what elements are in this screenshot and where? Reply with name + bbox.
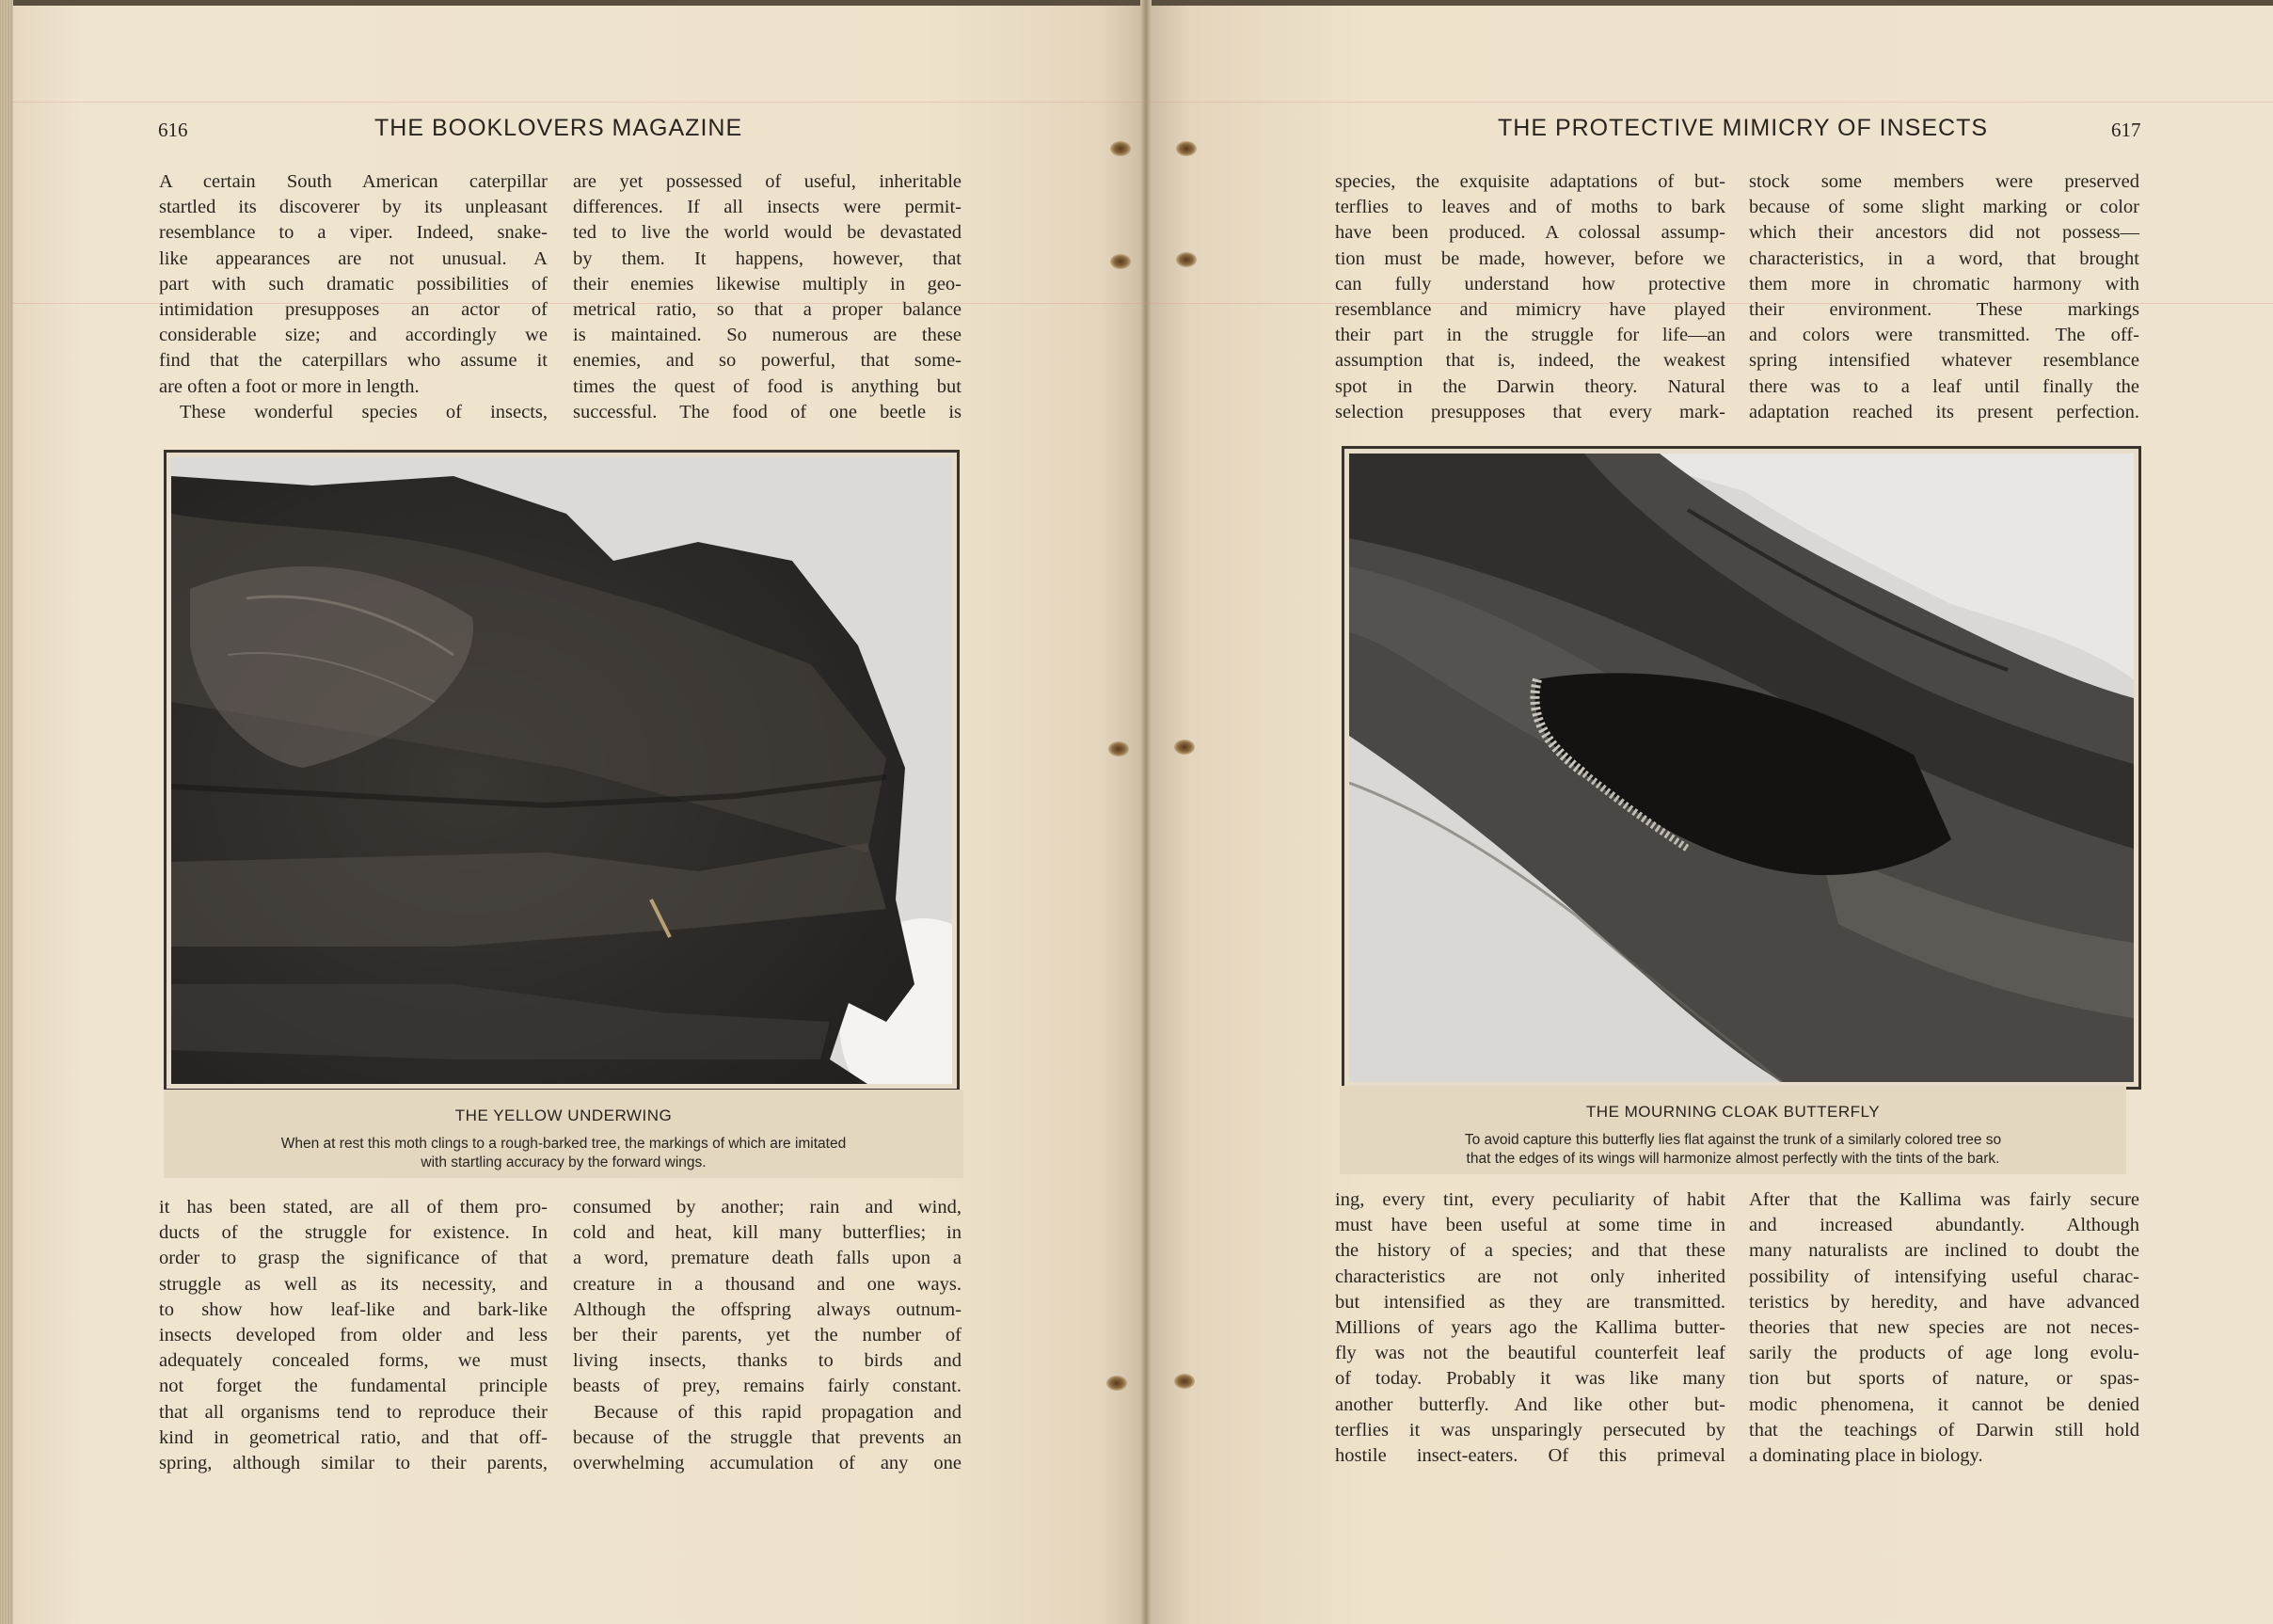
text-line: consumed by another; rain and wind, xyxy=(573,1197,962,1218)
text-line: characteristics, in a word, that brought xyxy=(1749,247,2139,269)
binding-hole xyxy=(1110,254,1131,269)
text-line: selection presupposes that every mark- xyxy=(1335,401,1725,422)
left-figure-caption xyxy=(164,1090,963,1178)
figure-caption xyxy=(164,1135,963,1172)
binding-hole xyxy=(1174,740,1195,755)
text-line: a dominating place in biology. xyxy=(1749,1445,1983,1467)
text-line: spring, although similar to their parents, xyxy=(159,1453,548,1474)
text-line: Although the offspring always outnum- xyxy=(573,1298,962,1320)
text-line: These wonderful species of insects, xyxy=(180,401,548,422)
text-line: Millions of years ago the Kallima butter- xyxy=(1335,1317,1725,1339)
text-line: find that the caterpillars who assume it xyxy=(159,350,548,372)
butterfly-on-trunk-image xyxy=(1349,454,2134,1082)
text-line: enemies, and so powerful, that some- xyxy=(573,350,962,372)
page-number-right: 617 xyxy=(2111,119,2141,141)
binding-hole xyxy=(1108,741,1129,756)
text-line: and colors were transmitted. The off- xyxy=(1749,325,2139,346)
text-line: kind in geometrical ratio, and that off- xyxy=(159,1426,548,1448)
text-line: many naturalists are inclined to doubt the xyxy=(1749,1240,2139,1262)
text-line: tion must be made, however, before we xyxy=(1335,247,1725,269)
text-line: spot in the Darwin theory. Natural xyxy=(1335,375,1725,397)
text-line: theories that new species are not neces- xyxy=(1749,1317,2139,1339)
text-line: are often a foot or more in length. xyxy=(159,375,420,397)
figure-caption xyxy=(1340,1131,2126,1169)
binding-hole xyxy=(1110,141,1131,156)
text-line: intimidation presupposes an actor of xyxy=(159,299,548,321)
text-line: another butterfly. And like other but- xyxy=(1335,1393,1725,1415)
text-line: insects developed from older and less xyxy=(159,1325,548,1346)
text-line: ducts of the struggle for existence. In xyxy=(159,1222,548,1244)
text-line: resemblance and mimicry have played xyxy=(1335,299,1725,321)
binding-hole xyxy=(1174,1374,1195,1389)
text-line: their part in the struggle for life—an xyxy=(1335,325,1725,346)
text-line: After that the Kallima was fairly secure xyxy=(1749,1189,2139,1210)
text-line: and increased abundantly. Although xyxy=(1749,1215,2139,1236)
text-line: can fully understand how protective xyxy=(1335,273,1725,295)
text-line: like appearances are not unusual. A xyxy=(159,247,548,269)
text-line: creature in a thousand and one ways. xyxy=(573,1273,962,1295)
running-head-left: THE BOOKLOVERS MAGAZINE xyxy=(374,115,743,141)
text-line: fly was not the beautiful counterfeit leaf xyxy=(1335,1343,1725,1364)
text-line: have been produced. A colossal assump- xyxy=(1335,222,1725,244)
book-gutter xyxy=(1140,0,1152,1624)
caption-line: that the edges of its wings will harmonize almost perfectly with the tints of the bark. xyxy=(1466,1151,2000,1167)
left-top-column-1 xyxy=(159,169,548,425)
text-line: adequately concealed forms, we must xyxy=(159,1350,548,1372)
text-line: startled its discoverer by its unpleasant xyxy=(159,197,548,218)
binding-hole xyxy=(1176,252,1197,267)
caption-line: with startling accuracy by the forward wings. xyxy=(421,1154,707,1170)
text-line: a word, premature death falls upon a xyxy=(573,1248,962,1269)
text-line: their enemies likewise multiply in geo- xyxy=(573,273,962,295)
text-line: the history of a species; and that these xyxy=(1335,1240,1725,1262)
text-line: stock some members were preserved xyxy=(1749,171,2139,192)
text-line: must have been useful at some time in xyxy=(1335,1215,1725,1236)
text-line: that all organisms tend to reproduce their xyxy=(159,1401,548,1423)
text-line: cold and heat, kill many butterflies; in xyxy=(573,1222,962,1244)
caption-line: To avoid capture this butterfly lies flat against the trunk of a similarly colored tree so xyxy=(1464,1132,2002,1148)
text-line: species, the exquisite adaptations of but- xyxy=(1335,171,1725,192)
text-line: to show how leaf-like and bark-like xyxy=(159,1298,548,1320)
right-bottom-column-1 xyxy=(1335,1187,1725,1469)
text-line: times the quest of food is anything but xyxy=(573,375,962,397)
yellow-underwing-photo xyxy=(164,450,960,1091)
right-top-column-2 xyxy=(1749,169,2139,425)
text-line: tion but sports of nature, or spas- xyxy=(1749,1368,2139,1390)
text-line: metrical ratio, so that a proper balance xyxy=(573,299,962,321)
binding-hole xyxy=(1106,1376,1127,1391)
text-line: spring intensified whatever resemblance xyxy=(1749,350,2139,372)
text-line: struggle as well as its necessity, and xyxy=(159,1273,548,1295)
text-line: there was to a leaf until finally the xyxy=(1749,375,2139,397)
text-line: terflies to leaves and of moths to bark xyxy=(1335,197,1725,218)
right-top-column-1 xyxy=(1335,169,1725,425)
text-line: teristics by heredity, and have advanced xyxy=(1749,1291,2139,1313)
text-line: assumption that is, indeed, the weakest xyxy=(1335,350,1725,372)
binding-hole xyxy=(1176,141,1197,156)
page-edges xyxy=(0,0,13,1624)
text-line: successful. The food of one beetle is xyxy=(573,401,962,422)
text-line: them more in chromatic harmony with xyxy=(1749,273,2139,295)
text-line: but intensified as they are transmitted. xyxy=(1335,1291,1725,1313)
text-line: overwhelming accumulation of any one xyxy=(573,1453,962,1474)
page-number-left: 616 xyxy=(158,119,188,141)
text-line: is maintained. So numerous are these xyxy=(573,325,962,346)
text-line: are yet possessed of useful, inheritable xyxy=(573,171,962,192)
text-line: of today. Probably it was like many xyxy=(1335,1368,1725,1390)
running-head-right: THE PROTECTIVE MIMICRY OF INSECTS xyxy=(1498,115,1989,141)
text-line: their environment. These markings xyxy=(1749,299,2139,321)
text-line: ber their parents, yet the number of xyxy=(573,1325,962,1346)
text-line: hostile insect-eaters. Of this primeval xyxy=(1335,1445,1725,1467)
text-line: resemblance to a viper. Indeed, snake- xyxy=(159,222,548,244)
text-line: sarily the products of age long evolu- xyxy=(1749,1343,2139,1364)
text-line: because of some slight marking or color xyxy=(1749,197,2139,218)
text-line: characteristics are not only inherited xyxy=(1335,1266,1725,1287)
text-line: adaptation reached its present perfection. xyxy=(1749,401,2139,422)
text-line: by them. It happens, however, that xyxy=(573,247,962,269)
left-bottom-column-2 xyxy=(573,1195,962,1476)
text-line: Because of this rapid propagation and xyxy=(594,1401,962,1423)
caption-line: When at rest this moth clings to a rough-barked tree, the markings of which are imitated xyxy=(280,1136,847,1152)
mourning-cloak-photo xyxy=(1342,446,2141,1090)
text-line: living insects, thanks to birds and xyxy=(573,1350,962,1372)
text-line: part with such dramatic possibilities of xyxy=(159,273,548,295)
text-line: terflies it was unsparingly persecuted by xyxy=(1335,1419,1725,1441)
text-line: that the teachings of Darwin still hold xyxy=(1749,1419,2139,1441)
text-line: possibility of intensifying useful charac- xyxy=(1749,1266,2139,1287)
text-line: not forget the fundamental principle xyxy=(159,1376,548,1397)
figure-title: THE YELLOW UNDERWING xyxy=(454,1107,673,1124)
text-line: ing, every tint, every peculiarity of habit xyxy=(1335,1189,1725,1210)
text-line: because of the struggle that prevents an xyxy=(573,1426,962,1448)
text-line: which their ancestors did not possess— xyxy=(1749,222,2139,244)
text-line: order to grasp the significance of that xyxy=(159,1248,548,1269)
moth-on-bark-image xyxy=(171,457,952,1084)
text-line: considerable size; and accordingly we xyxy=(159,325,548,346)
text-line: differences. If all insects were permit- xyxy=(573,197,962,218)
ruling-line xyxy=(13,102,2273,103)
right-figure-caption xyxy=(1340,1086,2126,1174)
left-top-column-2 xyxy=(573,169,962,425)
text-line: beasts of prey, remains fairly constant. xyxy=(573,1376,962,1397)
left-bottom-column-1 xyxy=(159,1195,548,1476)
right-bottom-column-2 xyxy=(1749,1187,2139,1469)
text-line: modic phenomena, it cannot be denied xyxy=(1749,1393,2139,1415)
figure-title: THE MOURNING CLOAK BUTTERFLY xyxy=(1585,1103,1881,1121)
text-line: A certain South American caterpillar xyxy=(159,171,548,192)
text-line: it has been stated, are all of them pro- xyxy=(159,1197,548,1218)
text-line: ted to live the world would be devastated xyxy=(573,222,962,244)
